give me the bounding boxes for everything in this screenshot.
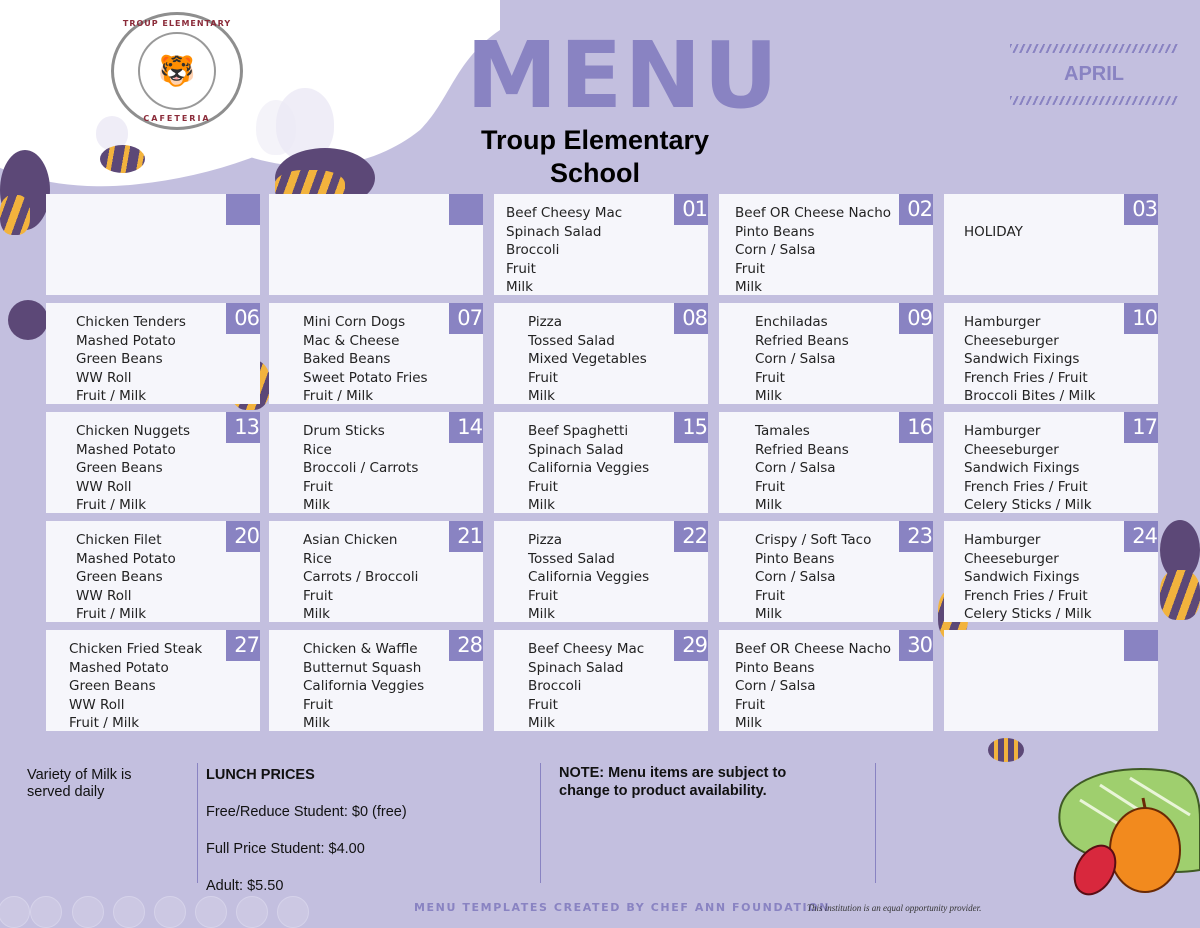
menu-item: Milk (303, 606, 330, 622)
menu-items (755, 422, 849, 513)
see-all-slides-button[interactable] (113, 896, 145, 928)
menu-item: Sandwich Fixings (964, 351, 1080, 367)
day-number (1124, 630, 1158, 661)
cafeteria-logo (111, 12, 243, 130)
menu-item: Butternut Squash (303, 659, 422, 676)
menu-item: Beef OR Cheese Nacho (735, 641, 892, 657)
day-cell (494, 303, 708, 404)
menu-item: Fruit (755, 478, 785, 495)
price-full-student: Full Price Student: $4.00 (206, 841, 365, 857)
bee-decoration (100, 145, 145, 173)
stripe-decoration (1010, 44, 1178, 53)
menu-item: Chicken Nuggets (76, 423, 191, 439)
menu-item: Beef Cheesy Mac (528, 641, 645, 657)
day-cell (494, 521, 708, 622)
menu-items (303, 313, 428, 404)
zoom-button[interactable] (154, 896, 186, 928)
menu-item: Green Beans (76, 460, 163, 476)
menu-item: Milk (735, 279, 762, 295)
day-cell (944, 630, 1158, 731)
menu-item: Corn / Salsa (735, 242, 816, 258)
menu-item: Fruit / Milk (303, 388, 374, 404)
day-number: 02 (899, 194, 933, 225)
day-number (449, 194, 483, 225)
menu-item: Sandwich Fixings (964, 569, 1080, 585)
menu-items (755, 313, 849, 404)
menu-item: Pinto Beans (755, 550, 835, 567)
menu-item: Refried Beans (755, 441, 849, 458)
day-cell (46, 630, 260, 731)
menu-item: Sweet Potato Fries (303, 369, 428, 386)
menu-item: Pizza (528, 532, 563, 548)
availability-note (559, 764, 819, 800)
menu-item: Chicken Tenders (76, 314, 186, 330)
note-text: Menu items are subject to change to product availability. (559, 765, 787, 799)
menu-item: Milk (528, 388, 555, 404)
school-name: Troup Elementary School (480, 125, 710, 188)
menu-item: Rice (303, 550, 332, 567)
menu-item (964, 204, 1023, 223)
menu-item: Mac & Cheese (303, 332, 400, 349)
menu-item: Mixed Vegetables (528, 351, 647, 367)
menu-item: Chicken & Waffle (303, 641, 418, 657)
menu-item: Fruit (303, 478, 333, 495)
menu-item: Milk (755, 606, 782, 622)
day-cell (944, 303, 1158, 404)
day-number: 23 (899, 521, 933, 552)
logo-top-text: TROUP ELEMENTARY (122, 19, 232, 28)
day-number: 20 (226, 521, 260, 552)
day-number: 28 (449, 630, 483, 661)
day-number: 09 (899, 303, 933, 334)
menu-item: Tossed Salad (528, 550, 615, 567)
menu-item: Broccoli (528, 678, 582, 694)
day-cell (269, 412, 483, 513)
day-cell (494, 412, 708, 513)
menu-item: Milk (303, 497, 330, 513)
menu-items (964, 204, 1023, 241)
day-cell (494, 194, 708, 295)
menu-items (964, 531, 1092, 622)
menu-item: Beef OR Cheese Nacho (735, 205, 892, 221)
menu-item: Hamburger (964, 532, 1041, 548)
menu-items (76, 313, 186, 404)
more-options-button[interactable] (277, 896, 309, 928)
month-label: APRIL (1064, 63, 1124, 85)
menu-item: Rice (303, 441, 332, 458)
day-cell (944, 194, 1158, 295)
day-number: 14 (449, 412, 483, 443)
menu-item: HOLIDAY (964, 223, 1023, 240)
day-cell (719, 412, 933, 513)
divider (197, 763, 198, 883)
menu-item: Mashed Potato (76, 332, 176, 349)
menu-item: Tamales (755, 423, 810, 439)
menu-item: Fruit / Milk (76, 388, 147, 404)
menu-item: Milk (528, 497, 555, 513)
divider (540, 763, 541, 883)
menu-item: Fruit / Milk (69, 715, 140, 731)
menu-item: Milk (506, 279, 533, 295)
menu-item: Fruit (735, 696, 765, 713)
pen-tool-button[interactable] (72, 896, 104, 928)
day-number: 13 (226, 412, 260, 443)
equal-opportunity-statement: This institution is an equal opportunity provider. (807, 903, 982, 913)
menu-item: WW Roll (76, 587, 132, 604)
menu-item: Hamburger (964, 314, 1041, 330)
tiger-chef-mascot-icon: 🐯 (138, 32, 216, 110)
previous-slide-button[interactable] (0, 896, 30, 928)
menu-items (964, 422, 1092, 513)
menu-item: Fruit (755, 587, 785, 604)
menu-item: Fruit (528, 478, 558, 495)
menu-item: Milk (755, 497, 782, 513)
menu-items (964, 313, 1095, 404)
day-number: 15 (674, 412, 708, 443)
menu-item: Broccoli / Carrots (303, 460, 419, 476)
menu-items (735, 204, 891, 295)
price-free-reduced: Free/Reduce Student: $0 (free) (206, 804, 407, 820)
divider (875, 763, 876, 883)
menu-item: Milk (528, 715, 555, 731)
camera-button[interactable] (236, 896, 268, 928)
menu-item: Spinach Salad (528, 441, 624, 458)
menu-item: Fruit (303, 587, 333, 604)
menu-item: Pinto Beans (735, 223, 815, 240)
day-cell (46, 412, 260, 513)
menu-item: Milk (528, 606, 555, 622)
bee-decoration (988, 738, 1024, 762)
menu-items (506, 204, 622, 295)
menu-item: Chicken Fried Steak (69, 641, 203, 657)
day-number (226, 194, 260, 225)
menu-item: Fruit (303, 696, 333, 713)
menu-item: French Fries / Fruit (964, 369, 1088, 386)
menu-item: WW Roll (69, 696, 125, 713)
menu-item: Milk (735, 715, 762, 731)
menu-item: Green Beans (76, 351, 163, 367)
logo-bottom-text: CAFETERIA (143, 114, 211, 123)
day-cell (944, 412, 1158, 513)
menu-calendar (46, 194, 1160, 734)
menu-item: California Veggies (528, 460, 650, 476)
menu-item: Chicken Filet (76, 532, 162, 548)
menu-item: Fruit (735, 260, 765, 277)
menu-item: Milk (303, 715, 330, 731)
day-number: 08 (674, 303, 708, 334)
menu-item: Tossed Salad (528, 332, 615, 349)
menu-item: Mashed Potato (76, 441, 176, 458)
menu-item: Crispy / Soft Taco (755, 532, 872, 548)
day-cell (46, 521, 260, 622)
price-adult: Adult: $5.50 (206, 878, 284, 894)
day-cell (719, 521, 933, 622)
menu-item: Mini Corn Dogs (303, 314, 406, 330)
menu-item: Mashed Potato (76, 550, 176, 567)
day-number: 22 (674, 521, 708, 552)
menu-item: Broccoli (506, 242, 560, 258)
note-label: NOTE: (559, 765, 605, 781)
menu-item: California Veggies (528, 569, 650, 585)
bee-stripes-decoration (0, 195, 30, 235)
menu-item: Mashed Potato (69, 659, 169, 676)
menu-item: Spinach Salad (528, 659, 624, 676)
day-number: 27 (226, 630, 260, 661)
menu-item: California Veggies (303, 678, 425, 694)
day-number: 30 (899, 630, 933, 661)
day-number: 01 (674, 194, 708, 225)
day-cell (719, 630, 933, 731)
menu-item: Green Beans (69, 678, 156, 694)
menu-item: Sandwich Fixings (964, 460, 1080, 476)
bee-decoration (8, 300, 48, 340)
menu-item: Milk (755, 388, 782, 404)
menu-item: Celery Sticks / Milk (964, 606, 1092, 622)
menu-items (303, 531, 418, 622)
day-cell (46, 303, 260, 404)
day-number: 06 (226, 303, 260, 334)
menu-items (76, 531, 176, 622)
menu-item: Beef Spaghetti (528, 423, 629, 439)
menu-items (735, 640, 891, 731)
menu-title: MENU (466, 22, 781, 129)
menu-items (528, 422, 649, 513)
day-number: 21 (449, 521, 483, 552)
footer-credit: MENU TEMPLATES CREATED BY CHEF ANN FOUNDATION (414, 901, 831, 914)
day-number: 03 (1124, 194, 1158, 225)
day-cell (269, 303, 483, 404)
milk-note: Variety of Milk is served daily (27, 767, 132, 800)
day-cell (944, 521, 1158, 622)
day-cell (269, 194, 483, 295)
menu-item: Corn / Salsa (755, 351, 836, 367)
menu-items (76, 422, 190, 513)
menu-item: Cheeseburger (964, 550, 1059, 567)
menu-item: Corn / Salsa (755, 569, 836, 585)
menu-item: French Fries / Fruit (964, 478, 1088, 495)
menu-item: Spinach Salad (506, 223, 602, 240)
day-cell (719, 303, 933, 404)
menu-item: Hamburger (964, 423, 1041, 439)
menu-item: Broccoli Bites / Milk (964, 388, 1096, 404)
lunch-prices-title: LUNCH PRICES (206, 767, 315, 783)
day-cell (494, 630, 708, 731)
menu-item: Refried Beans (755, 332, 849, 349)
menu-items (528, 531, 649, 622)
menu-item: Fruit (528, 587, 558, 604)
day-number: 17 (1124, 412, 1158, 443)
menu-item: Green Beans (76, 569, 163, 585)
menu-item: Corn / Salsa (735, 678, 816, 694)
menu-item: Baked Beans (303, 351, 391, 367)
day-cell (269, 521, 483, 622)
menu-item: WW Roll (76, 369, 132, 386)
stripe-decoration (1010, 96, 1178, 105)
menu-items (303, 422, 418, 513)
menu-items (69, 640, 202, 731)
menu-item: Pinto Beans (735, 659, 815, 676)
day-number: 07 (449, 303, 483, 334)
menu-items (528, 313, 647, 404)
day-number: 24 (1124, 521, 1158, 552)
menu-item: Celery Sticks / Milk (964, 497, 1092, 513)
menu-item: Fruit / Milk (76, 497, 147, 513)
day-number: 29 (674, 630, 708, 661)
menu-item: Fruit (755, 369, 785, 386)
menu-item: Cheeseburger (964, 332, 1059, 349)
menu-item: Corn / Salsa (755, 460, 836, 476)
menu-item: Drum Sticks (303, 423, 385, 439)
menu-items (528, 640, 644, 731)
menu-item: Fruit (528, 369, 558, 386)
day-cell (269, 630, 483, 731)
next-slide-button[interactable] (30, 896, 62, 928)
bee-wing-decoration (256, 100, 296, 155)
month-banner (1010, 44, 1178, 108)
day-number: 10 (1124, 303, 1158, 334)
day-cell (719, 194, 933, 295)
bee-stripes-decoration (1160, 570, 1200, 620)
menu-item: Fruit / Milk (76, 606, 147, 622)
menu-items (755, 531, 871, 622)
menu-item: Pizza (528, 314, 563, 330)
menu-item: Enchiladas (755, 314, 828, 330)
menu-item: Fruit (506, 260, 536, 277)
day-number: 16 (899, 412, 933, 443)
menu-item: WW Roll (76, 478, 132, 495)
menu-item: Asian Chicken (303, 532, 398, 548)
day-cell (46, 194, 260, 295)
menu-item: Carrots / Broccoli (303, 569, 419, 585)
menu-items (303, 640, 424, 731)
menu-item: French Fries / Fruit (964, 587, 1088, 604)
subtitles-button[interactable] (195, 896, 227, 928)
menu-item: Cheeseburger (964, 441, 1059, 458)
vegetables-illustration-icon (1050, 760, 1200, 900)
menu-item: Beef Cheesy Mac (506, 205, 623, 221)
menu-item: Fruit (528, 696, 558, 713)
